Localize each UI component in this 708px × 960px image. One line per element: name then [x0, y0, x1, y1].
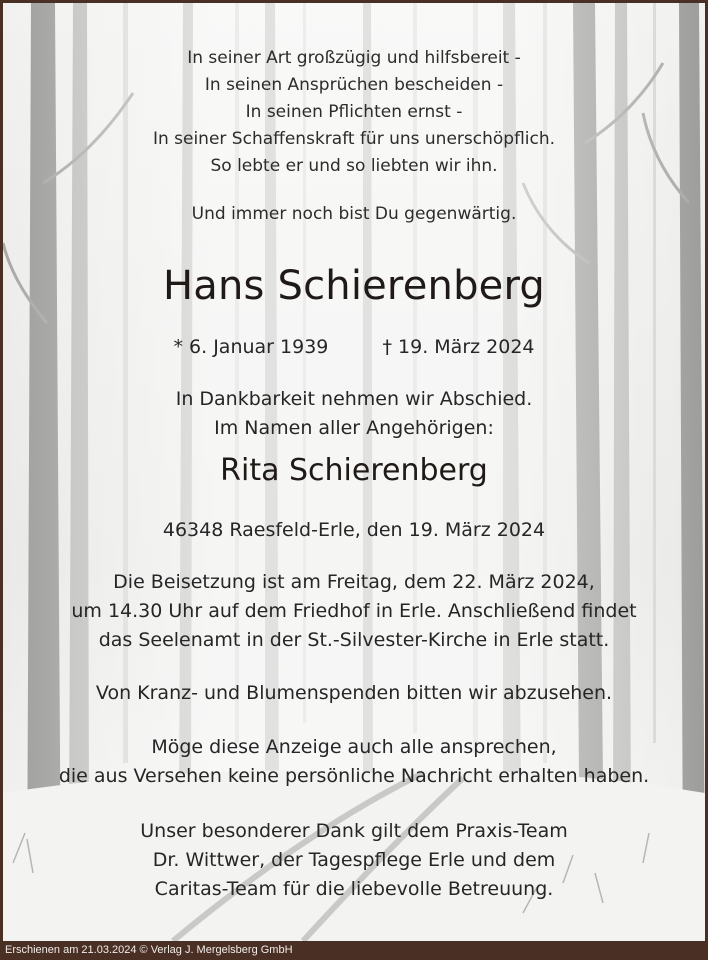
poem-line: In seinen Pflichten ernst - — [245, 102, 463, 122]
farewell-line: Im Namen aller Angehörigen: — [214, 417, 494, 439]
death-date: † 19. März 2024 — [382, 336, 535, 358]
poem-line: In seiner Schaffenskraft für uns unerschöpflich. — [152, 129, 556, 149]
birth-date: * 6. Januar 1939 — [173, 336, 329, 358]
burial-line: das Seelenamt in der St.-Silvester-Kirche in Erle statt. — [98, 629, 610, 651]
obituary-text — [3, 3, 705, 941]
burial-line: um 14.30 Uhr auf dem Friedhof in Erle. Anschließend findet — [71, 600, 637, 622]
present-line: Und immer noch bist Du gegenwärtig. — [191, 204, 517, 224]
obituary-notice — [3, 3, 705, 941]
poem-line: So lebte er und so liebten wir ihn. — [210, 156, 498, 176]
thanks-line: Unser besonderer Dank gilt dem Praxis-Team — [140, 820, 568, 842]
poem-line: In seinen Ansprüchen bescheiden - — [204, 75, 504, 95]
thanks-line: Caritas-Team für die liebevolle Betreuung. — [154, 878, 554, 900]
farewell-line: In Dankbarkeit nehmen wir Abschied. — [175, 388, 533, 410]
mourner-name: Rita Schierenberg — [220, 453, 488, 488]
place-date: 46348 Raesfeld-Erle, den 19. März 2024 — [162, 519, 546, 541]
thanks-line: Dr. Wittwer, der Tagespflege Erle und dem — [152, 849, 556, 871]
publication-note: Erschienen am 21.03.2024 © Verlag J. Mergelsberg GmbH — [5, 944, 293, 956]
publication-footer — [0, 941, 708, 960]
life-dates — [3, 333, 705, 362]
poem-line: In seiner Art großzügig und hilfsbereit - — [187, 48, 521, 68]
address-line: die aus Versehen keine persönliche Nachricht erhalten haben. — [58, 765, 650, 787]
flowers-note: Von Kranz- und Blumenspenden bitten wir abzusehen. — [95, 682, 613, 704]
deceased-name: Hans Schierenberg — [162, 263, 545, 309]
address-line: Möge diese Anzeige auch alle ansprechen, — [151, 736, 557, 758]
burial-line: Die Beisetzung ist am Freitag, dem 22. März 2024, — [113, 571, 595, 593]
